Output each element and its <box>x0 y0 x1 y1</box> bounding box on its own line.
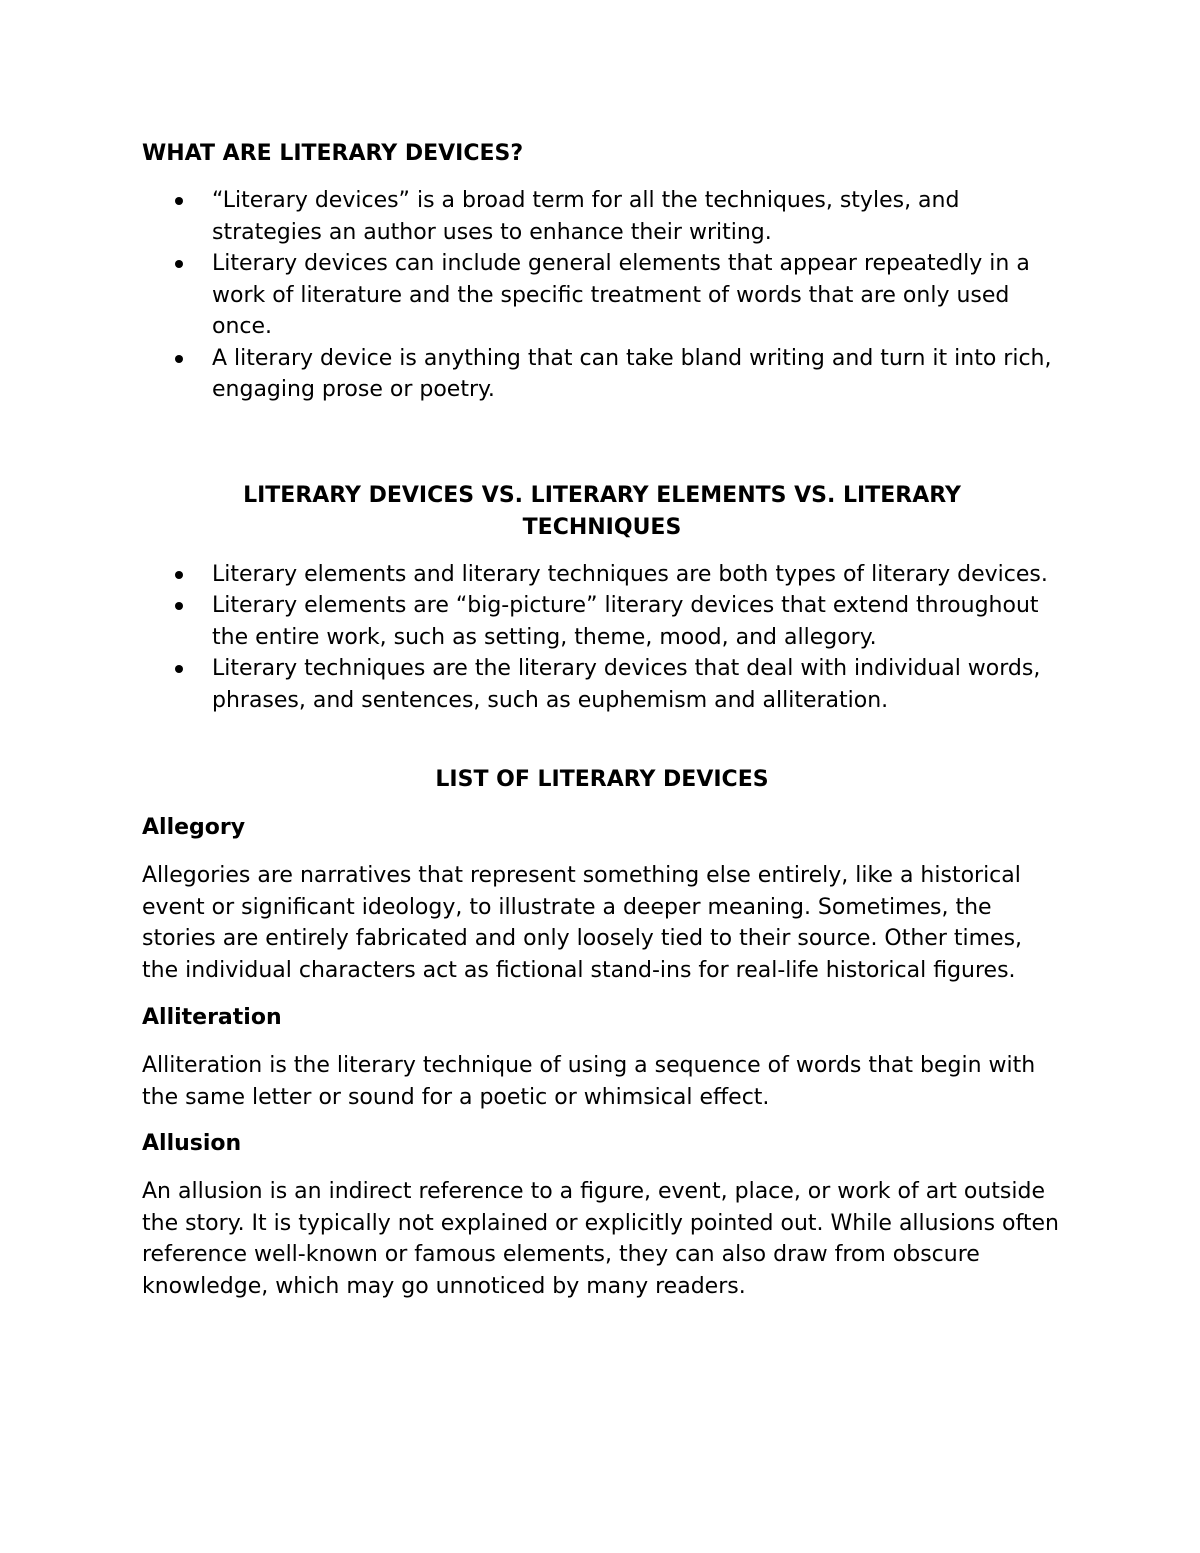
bullet-text: “Literary devices” is a broad term for all the techniques, styles, and strategies an author uses to enhance their writing. <box>212 188 960 245</box>
term-alliteration-heading: Alliteration <box>142 1005 282 1030</box>
bullet-text: Literary elements are “big-picture” literary devices that extend throughout the entire work, such as setting, theme, mood, and allegory. <box>212 593 1039 650</box>
term-alliteration-definition: Alliteration is the literary technique of using a sequence of words that begin with the same letter or sound for a poetic or whimsical effect. <box>142 1053 1036 1110</box>
section-devices-vs-elements-title: LITERARY DEVICES VS. LITERARY ELEMENTS VS. LITERARY TECHNIQUES <box>243 482 961 540</box>
section2-bullet-list <box>142 559 1062 717</box>
bullet-text: A literary device is anything that can take bland writing and turn it into rich, engaging prose or poetry. <box>212 345 1052 402</box>
bullet-text: Literary techniques are the literary devices that deal with individual words, phrases, and sentences, such as euphemism and alliteration. <box>212 656 1041 713</box>
document-page <box>142 138 1062 1302</box>
bullet-icon <box>175 602 183 610</box>
bullet-text: Literary devices can include general elements that appear repeatedly in a work of literature and the specific treatment of words that are only used once. <box>212 251 1030 339</box>
bullet-icon <box>175 260 183 268</box>
term-allegory-definition: Allegories are narratives that represent something else entirely, like a historical event or significant ideology, to illustrate a deeper meaning. Sometimes, the stories are entirely fabricated and only loosely tied to their source. Other times, the individual characters act as fictional stand-ins for real-life historical figures. <box>142 863 1023 983</box>
bullet-icon <box>175 571 183 579</box>
bullet-icon <box>175 665 183 673</box>
bullet-icon <box>175 355 183 363</box>
list-item <box>142 185 1062 248</box>
section-what-are-literary-devices-title: WHAT ARE LITERARY DEVICES? <box>142 141 524 166</box>
term-allusion-definition: An allusion is an indirect reference to a figure, event, place, or work of art outside the story. It is typically not explained or explicitly pointed out. While allusions often reference well-known or famous elements, they can also draw from obscure knowledge, which may go unnoticed by many readers. <box>142 1179 1059 1299</box>
list-item <box>142 590 1062 653</box>
list-item <box>142 559 1062 591</box>
term-allusion-heading: Allusion <box>142 1131 242 1156</box>
section1-bullet-list <box>142 185 1062 406</box>
list-item <box>142 343 1062 406</box>
bullet-text: Literary elements and literary techniques are both types of literary devices. <box>212 561 1048 587</box>
list-item <box>142 248 1062 343</box>
list-item <box>142 653 1062 716</box>
term-allegory-heading: Allegory <box>142 815 246 840</box>
section-list-of-literary-devices-title: LIST OF LITERARY DEVICES <box>435 767 769 792</box>
bullet-icon <box>175 197 183 205</box>
